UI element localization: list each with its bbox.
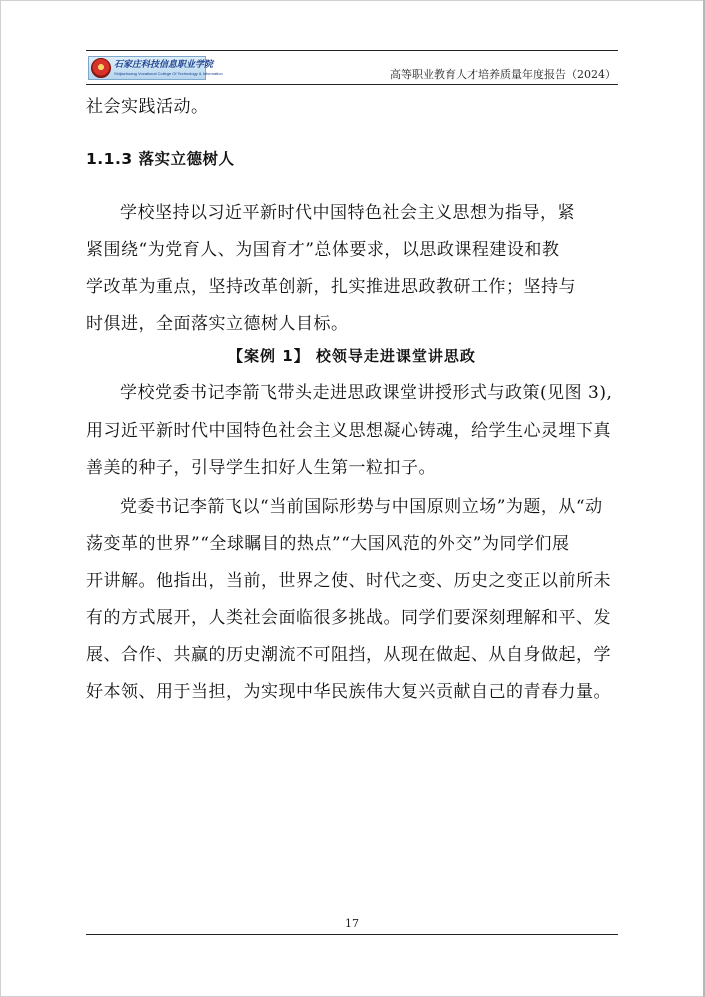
header-bottom-rule <box>86 84 618 85</box>
logo-english-name: Shijiazhuang Vocational College Of Technology & Information <box>114 70 223 76</box>
logo-text <box>111 61 223 76</box>
page-header <box>86 50 618 86</box>
paragraph-line: 开讲解。他指出，当前，世界之使、时代之变、历史之变正以前所未 <box>86 571 611 591</box>
paragraph-line: 有的方式展开，人类社会面临很多挑战。同学们要深刻理解和平、发 <box>86 608 611 628</box>
paragraph-line: 党委书记李箭飞以“当前国际形势与中国原则立场”为题，从“动 <box>120 497 603 517</box>
paragraph-line: 用习近平新时代中国特色社会主义思想凝心铸魂，给学生心灵埋下真 <box>86 421 611 441</box>
paragraph-line: 学校坚持以习近平新时代中国特色社会主义思想为指导，紧 <box>120 203 575 223</box>
paragraph-line: 学校党委书记李箭飞带头走进思政课堂讲授形式与政策(见图 3), <box>120 383 613 403</box>
case-title: 【案例 1】 校领导走进课堂讲思政 <box>228 347 476 365</box>
logo-chinese-name: 石家庄科技信息职业学院 <box>114 59 214 70</box>
report-title: 高等职业教育人才培养质量年度报告（2024） <box>390 68 616 81</box>
paragraph-line: 紧围绕“为党育人、为国育才”总体要求，以思政课程建设和教 <box>86 240 560 260</box>
paragraph-line: 善美的种子，引导学生扣好人生第一粒扣子。 <box>86 458 436 478</box>
footer-rule <box>86 934 618 935</box>
intro-line: 社会实践活动。 <box>86 97 209 117</box>
paragraph-line: 时俱进，全面落实立德树人目标。 <box>86 314 349 334</box>
header-top-rule <box>86 50 618 51</box>
section-heading: 1.1.3 落实立德树人 <box>86 150 235 168</box>
paragraph-line: 学改革为重点，坚持改革创新，扎实推进思政教研工作；坚持与 <box>86 277 576 297</box>
paragraph-line: 荡变革的世界”“全球瞩目的热点”“大国风范的外交”为同学们展 <box>86 534 570 554</box>
college-logo <box>88 56 223 80</box>
page-number: 17 <box>345 917 359 930</box>
college-emblem-icon <box>91 58 111 78</box>
paragraph-line: 展、合作、共赢的历史潮流不可阻挡，从现在做起、从自身做起，学 <box>86 645 611 665</box>
paragraph-line: 好本领、用于当担，为实现中华民族伟大复兴贡献自己的青春力量。 <box>86 682 611 702</box>
